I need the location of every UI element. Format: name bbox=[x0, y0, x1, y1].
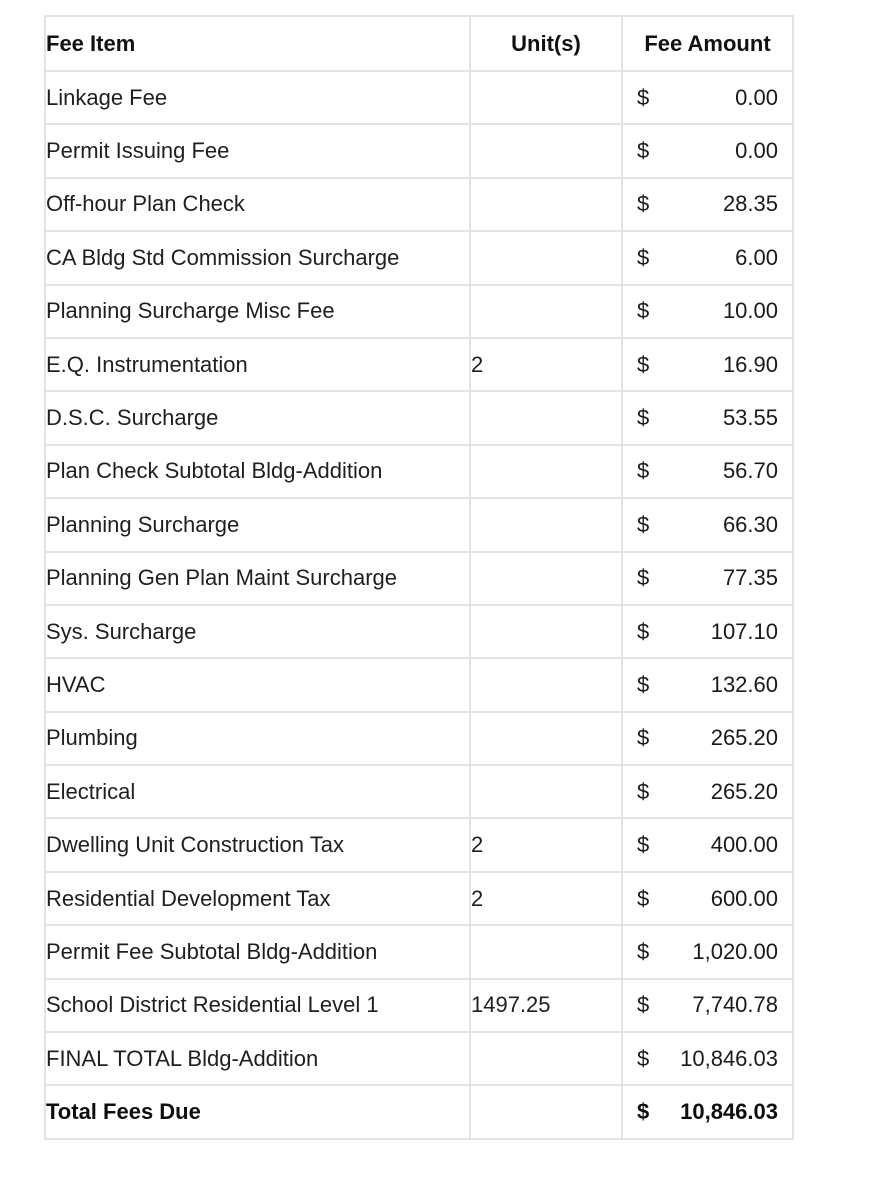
units-cell bbox=[470, 498, 622, 551]
fee-item-cell: D.S.C. Surcharge bbox=[45, 391, 470, 444]
amount-cell bbox=[622, 925, 793, 978]
table-row bbox=[45, 498, 793, 551]
fee-item-cell: HVAC bbox=[45, 658, 470, 711]
amount-cell bbox=[622, 818, 793, 871]
fee-item-cell: Electrical bbox=[45, 765, 470, 818]
units-cell: 2 bbox=[470, 872, 622, 925]
currency-symbol: $ bbox=[637, 885, 650, 911]
fee-item-cell: Plumbing bbox=[45, 712, 470, 765]
total-row bbox=[45, 1085, 793, 1138]
amount-value: 600.00 bbox=[710, 885, 778, 911]
table-row bbox=[45, 605, 793, 658]
currency-symbol: $ bbox=[637, 244, 650, 270]
header-row bbox=[45, 16, 793, 71]
fee-item-cell: E.Q. Instrumentation bbox=[45, 338, 470, 391]
amount-value: 7,740.78 bbox=[692, 992, 778, 1018]
currency-symbol: $ bbox=[637, 351, 650, 377]
currency-symbol: $ bbox=[637, 725, 650, 751]
amount-value: 6.00 bbox=[735, 244, 778, 270]
amount-cell bbox=[622, 605, 793, 658]
amount-cell bbox=[622, 231, 793, 284]
table-row bbox=[45, 658, 793, 711]
amount-cell bbox=[622, 712, 793, 765]
units-cell bbox=[470, 445, 622, 498]
fee-item-cell: FINAL TOTAL Bldg-Addition bbox=[45, 1032, 470, 1085]
units-cell bbox=[470, 658, 622, 711]
currency-symbol: $ bbox=[637, 832, 650, 858]
units-cell: 1497.25 bbox=[470, 979, 622, 1032]
total-units-cell bbox=[470, 1085, 622, 1138]
units-cell bbox=[470, 391, 622, 444]
units-cell bbox=[470, 285, 622, 338]
units-cell bbox=[470, 552, 622, 605]
amount-cell bbox=[622, 552, 793, 605]
amount-cell bbox=[622, 979, 793, 1032]
currency-symbol: $ bbox=[637, 458, 650, 484]
amount-value: 107.10 bbox=[710, 618, 778, 644]
currency-symbol: $ bbox=[637, 1045, 650, 1071]
amount-value: 53.55 bbox=[722, 405, 778, 431]
table-row bbox=[45, 391, 793, 444]
amount-cell bbox=[622, 391, 793, 444]
fee-table bbox=[44, 15, 794, 1140]
amount-value: 0.00 bbox=[735, 138, 778, 164]
fee-item-cell: Permit Fee Subtotal Bldg-Addition bbox=[45, 925, 470, 978]
amount-value: 10,846.03 bbox=[680, 1045, 778, 1071]
amount-cell bbox=[622, 178, 793, 231]
currency-symbol: $ bbox=[637, 938, 650, 964]
amount-value: 16.90 bbox=[722, 351, 778, 377]
fee-item-cell: Linkage Fee bbox=[45, 71, 470, 124]
amount-cell bbox=[622, 445, 793, 498]
table-row bbox=[45, 445, 793, 498]
fee-item-cell: Planning Surcharge bbox=[45, 498, 470, 551]
units-cell bbox=[470, 178, 622, 231]
table-row bbox=[45, 979, 793, 1032]
currency-symbol: $ bbox=[637, 565, 650, 591]
amount-cell bbox=[622, 1032, 793, 1085]
amount-cell bbox=[622, 498, 793, 551]
fee-table-container bbox=[44, 15, 792, 1140]
currency-symbol: $ bbox=[637, 1099, 650, 1125]
fee-item-cell: Dwelling Unit Construction Tax bbox=[45, 818, 470, 871]
units-cell bbox=[470, 1032, 622, 1085]
table-row bbox=[45, 925, 793, 978]
currency-symbol: $ bbox=[637, 84, 650, 110]
amount-value: 28.35 bbox=[722, 191, 778, 217]
column-header-fee-item: Fee Item bbox=[45, 16, 470, 71]
fee-item-cell: Planning Surcharge Misc Fee bbox=[45, 285, 470, 338]
amount-value: 265.20 bbox=[710, 725, 778, 751]
amount-cell bbox=[622, 872, 793, 925]
currency-symbol: $ bbox=[637, 405, 650, 431]
amount-value: 77.35 bbox=[722, 565, 778, 591]
amount-value: 56.70 bbox=[722, 458, 778, 484]
fee-item-cell: School District Residential Level 1 bbox=[45, 979, 470, 1032]
amount-cell bbox=[622, 658, 793, 711]
units-cell bbox=[470, 231, 622, 284]
amount-value: 1,020.00 bbox=[692, 938, 778, 964]
total-amount-value: 10,846.03 bbox=[680, 1099, 778, 1125]
table-row bbox=[45, 285, 793, 338]
amount-value: 400.00 bbox=[710, 832, 778, 858]
table-row bbox=[45, 178, 793, 231]
units-cell bbox=[470, 71, 622, 124]
currency-symbol: $ bbox=[637, 298, 650, 324]
fee-item-cell: Permit Issuing Fee bbox=[45, 124, 470, 177]
amount-cell bbox=[622, 765, 793, 818]
table-row bbox=[45, 818, 793, 871]
amount-cell bbox=[622, 338, 793, 391]
amount-value: 265.20 bbox=[710, 778, 778, 804]
amount-value: 132.60 bbox=[710, 671, 778, 697]
units-cell bbox=[470, 925, 622, 978]
table-row bbox=[45, 712, 793, 765]
fee-item-cell: Sys. Surcharge bbox=[45, 605, 470, 658]
currency-symbol: $ bbox=[637, 671, 650, 697]
total-label: Total Fees Due bbox=[45, 1085, 470, 1138]
amount-value: 0.00 bbox=[735, 84, 778, 110]
table-row bbox=[45, 124, 793, 177]
total-amount-cell bbox=[622, 1085, 793, 1138]
currency-symbol: $ bbox=[637, 511, 650, 537]
units-cell bbox=[470, 605, 622, 658]
table-row bbox=[45, 765, 793, 818]
table-row bbox=[45, 1032, 793, 1085]
units-cell: 2 bbox=[470, 818, 622, 871]
amount-cell bbox=[622, 124, 793, 177]
fee-item-cell: Plan Check Subtotal Bldg-Addition bbox=[45, 445, 470, 498]
table-row bbox=[45, 231, 793, 284]
units-cell bbox=[470, 765, 622, 818]
currency-symbol: $ bbox=[637, 138, 650, 164]
fee-item-cell: Off-hour Plan Check bbox=[45, 178, 470, 231]
currency-symbol: $ bbox=[637, 618, 650, 644]
amount-value: 66.30 bbox=[722, 511, 778, 537]
units-cell bbox=[470, 712, 622, 765]
amount-cell bbox=[622, 285, 793, 338]
amount-value: 10.00 bbox=[722, 298, 778, 324]
fee-item-cell: Residential Development Tax bbox=[45, 872, 470, 925]
units-cell: 2 bbox=[470, 338, 622, 391]
fee-item-cell: Planning Gen Plan Maint Surcharge bbox=[45, 552, 470, 605]
fee-item-cell: CA Bldg Std Commission Surcharge bbox=[45, 231, 470, 284]
column-header-fee-amount: Fee Amount bbox=[622, 16, 793, 71]
table-row bbox=[45, 552, 793, 605]
table-row bbox=[45, 71, 793, 124]
table-row bbox=[45, 872, 793, 925]
currency-symbol: $ bbox=[637, 191, 650, 217]
table-row bbox=[45, 338, 793, 391]
units-cell bbox=[470, 124, 622, 177]
column-header-units: Unit(s) bbox=[470, 16, 622, 71]
amount-cell bbox=[622, 71, 793, 124]
currency-symbol: $ bbox=[637, 992, 650, 1018]
currency-symbol: $ bbox=[637, 778, 650, 804]
fee-table-body bbox=[45, 71, 793, 1139]
